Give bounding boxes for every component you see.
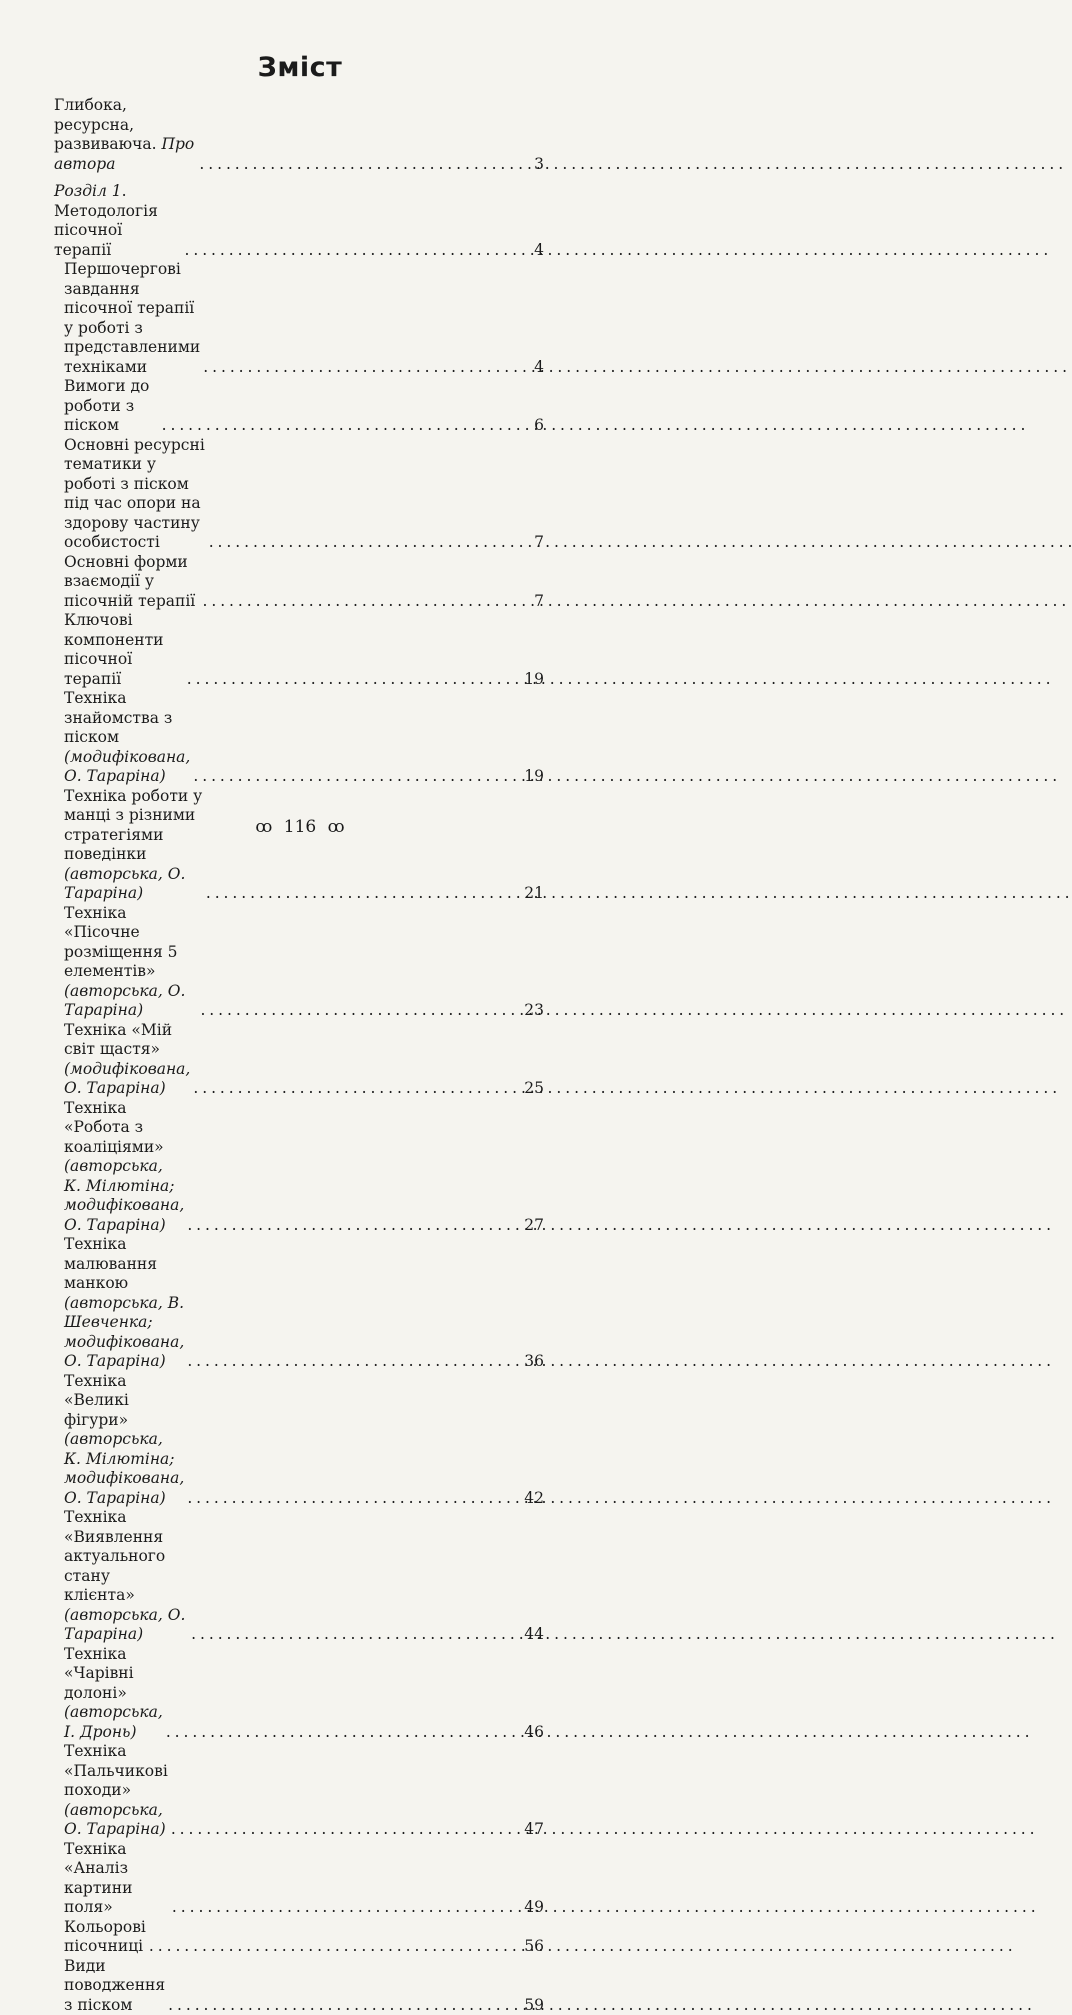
toc-entry-line — [64, 1333, 184, 1372]
dot-leader — [187, 670, 523, 690]
toc-entry[interactable] — [54, 904, 544, 1021]
toc-entry-title — [64, 787, 203, 904]
toc-text-segment: (авторська, І. Дронь) — [64, 1703, 163, 1741]
toc-entry[interactable] — [54, 689, 544, 787]
dot-leader — [187, 1489, 522, 1509]
toc-entry-line — [64, 1060, 190, 1099]
toc-entry[interactable] — [54, 1840, 544, 1918]
toc-page-number: 47 — [524, 1820, 544, 1840]
table-of-contents — [54, 96, 544, 2015]
toc-entry[interactable] — [54, 553, 544, 612]
toc-entry[interactable] — [54, 436, 544, 553]
toc-entry[interactable] — [54, 377, 544, 436]
toc-entry-line — [64, 1196, 184, 1235]
toc-entry-title — [64, 1645, 163, 1743]
dot-leader — [162, 416, 533, 436]
toc-text-segment: Про автора — [54, 135, 194, 173]
toc-entry-line — [64, 1508, 188, 1586]
toc-entry-line — [64, 748, 190, 787]
toc-entry-title — [64, 1508, 188, 1645]
toc-page-number: 59 — [524, 1996, 544, 2015]
toc-entry-line — [54, 182, 181, 260]
toc-page-number: 4 — [534, 241, 544, 261]
toc-entry[interactable] — [54, 96, 544, 174]
toc-text-segment: модифікована, О. Тараріна) — [64, 1333, 184, 1371]
toc-entry-line — [64, 1645, 163, 1704]
toc-entry[interactable] — [54, 260, 544, 377]
dot-leader — [209, 533, 532, 553]
toc-page-number: 25 — [524, 1079, 544, 1099]
toc-entry-line — [64, 260, 200, 319]
toc-entry-line — [54, 96, 196, 174]
toc-text-segment: Техніка «Робота з коаліціями» — [64, 1099, 164, 1156]
dot-leader — [187, 1216, 522, 1236]
toc-text-segment: Основні ресурсні тематики у роботі з піском — [64, 436, 205, 493]
toc-entry-line — [64, 1586, 188, 1645]
page-number: 116 — [284, 817, 316, 837]
dot-leader — [203, 358, 532, 378]
toc-text-segment: . Методологія пісочної терапії — [54, 182, 158, 259]
toc-text-segment: Техніка «Виявлення актуального стану — [64, 1508, 165, 1585]
toc-entry-title — [64, 1099, 184, 1236]
toc-entry-title — [64, 1957, 165, 2015]
toc-entry-title — [64, 1021, 190, 1099]
toc-entry-line — [64, 982, 197, 1021]
toc-text-segment: (авторська, О. Тараріна) — [64, 982, 185, 1020]
toc-text-segment: Техніка малювання манкою — [64, 1235, 157, 1292]
toc-text-segment: Вимоги до роботи з піском — [64, 377, 149, 434]
dot-leader — [184, 241, 532, 261]
toc-entry-title — [64, 1840, 169, 1918]
toc-entry-line — [64, 1235, 184, 1294]
toc-text-segment: Види поводження з піском — [64, 1957, 165, 2014]
toc-text-segment: Ключові компоненти пісочної терапії — [64, 611, 163, 688]
toc-page-number: 21 — [524, 884, 544, 904]
toc-entry[interactable] — [54, 1645, 544, 1743]
toc-text-segment: Техніка роботи у манці з різними стратегіями — [64, 787, 202, 844]
toc-entry-line — [64, 553, 200, 612]
toc-entry-title — [64, 904, 197, 1021]
toc-entry-line — [64, 377, 159, 436]
toc-entry[interactable] — [54, 1099, 544, 1236]
toc-entry-line — [64, 611, 184, 689]
toc-entry-line — [64, 1469, 184, 1508]
dot-leader — [191, 1625, 522, 1645]
toc-entry-title — [64, 377, 159, 436]
toc-entry[interactable] — [54, 611, 544, 689]
toc-page-number: 46 — [524, 1723, 544, 1743]
toc-entry[interactable] — [54, 1957, 544, 2015]
toc-entry-title — [64, 689, 190, 787]
toc-text-segment: Кольорові пісочниці — [64, 1918, 146, 1956]
toc-page-number: 44 — [524, 1625, 544, 1645]
toc-page-number: 7 — [534, 592, 544, 612]
dot-leader — [172, 1898, 522, 1918]
toc-text-segment: Глибока, ресурсна, развиваюча. — [54, 96, 161, 153]
toc-text-segment: Техніка знайомства з піском — [64, 689, 172, 746]
page-title: Зміст — [0, 52, 600, 83]
dot-leader — [149, 1937, 522, 1957]
toc-page-number: 19 — [524, 670, 544, 690]
toc-entry-line — [64, 1099, 184, 1158]
toc-entry-line — [64, 1801, 168, 1840]
toc-entry[interactable] — [54, 1021, 544, 1099]
toc-entry-line — [64, 1372, 184, 1431]
toc-entry-title — [64, 553, 200, 612]
toc-entry-title — [54, 96, 196, 174]
toc-text-segment: клієнта» — [64, 1586, 135, 1604]
toc-entry-line — [64, 1703, 163, 1742]
dot-leader — [187, 1352, 522, 1372]
toc-entry[interactable] — [54, 787, 544, 904]
toc-text-segment: Основні форми взаємодії у пісочній терапії — [64, 553, 195, 610]
toc-page-number: 3 — [534, 155, 544, 175]
toc-entry[interactable] — [54, 1742, 544, 1840]
toc-entry-title — [64, 1742, 168, 1840]
left-ornament-icon: ꝏ — [255, 817, 272, 837]
toc-page-number: 42 — [524, 1489, 544, 1509]
toc-entry-title — [64, 1918, 146, 1957]
toc-text-segment: модифікована, О. Тараріна) — [64, 1469, 184, 1507]
toc-page-number: 36 — [524, 1352, 544, 1372]
toc-page-number: 27 — [524, 1216, 544, 1236]
page-footer — [0, 817, 600, 837]
toc-entry-line — [64, 1021, 190, 1060]
toc-text-segment: Техніка «Великі фігури» — [64, 1372, 129, 1429]
toc-entry-line — [64, 1918, 146, 1957]
toc-page-number: 19 — [524, 767, 544, 787]
toc-entry[interactable] — [54, 1918, 544, 1957]
toc-entry-line — [64, 1157, 184, 1196]
toc-page-number: 7 — [534, 533, 544, 553]
toc-text-segment: Техніка «Пальчикові походи» — [64, 1742, 168, 1799]
toc-entry-line — [64, 436, 206, 495]
toc-entry-line — [64, 1430, 184, 1469]
dot-leader — [206, 884, 522, 904]
toc-entry-title — [54, 182, 181, 260]
right-ornament-icon: ꝏ — [328, 817, 345, 837]
toc-entry[interactable] — [54, 1372, 544, 1509]
toc-entry-title — [64, 260, 200, 377]
toc-text-segment: (авторська, О. Тараріна) — [64, 1801, 166, 1839]
dot-leader — [193, 767, 522, 787]
dot-leader — [171, 1820, 522, 1840]
toc-text-segment: поведінки — [64, 845, 146, 863]
toc-entry-line — [64, 1840, 169, 1918]
toc-text-segment: модифікована, О. Тараріна) — [64, 1196, 184, 1234]
toc-text-segment: (авторська, К. Мілютіна; — [64, 1430, 175, 1468]
dot-leader — [193, 1079, 522, 1099]
toc-entry-line — [64, 1957, 165, 2015]
dot-leader — [200, 1001, 522, 1021]
toc-page-number: 23 — [524, 1001, 544, 1021]
toc-text-segment: Техніка «Мій світ щастя» — [64, 1021, 172, 1059]
toc-entry-title — [64, 436, 206, 553]
toc-page-number: 4 — [534, 358, 544, 378]
dot-leader — [203, 592, 533, 612]
toc-text-segment: (авторська, О. Тараріна) — [64, 1606, 185, 1644]
toc-text-segment: у роботі з представленими техніками — [64, 319, 200, 376]
toc-text-segment: Техніка «Пісочне розміщення 5 елементів» — [64, 904, 178, 981]
toc-entry-line — [64, 689, 190, 748]
toc-text-segment: (авторська, К. Мілютіна; — [64, 1157, 175, 1195]
toc-text-segment: під час опори на здорову частину особистості — [64, 494, 201, 551]
toc-text-segment: Техніка «Аналіз картини поля» — [64, 1840, 132, 1917]
toc-page-number: 6 — [534, 416, 544, 436]
dot-leader — [166, 1723, 522, 1743]
toc-entry-line — [64, 1294, 184, 1333]
toc-text-segment: Розділ 1 — [54, 182, 122, 200]
toc-entry-line — [64, 319, 200, 378]
toc-entry-title — [64, 611, 184, 689]
toc-entry-title — [64, 1235, 184, 1372]
toc-entry[interactable] — [54, 1235, 544, 1372]
toc-entry-line — [64, 494, 206, 553]
toc-page-number: 56 — [524, 1937, 544, 1957]
toc-entry[interactable] — [54, 1508, 544, 1645]
toc-text-segment: Першочергові завдання пісочної терапії — [64, 260, 194, 317]
toc-entry-line — [64, 904, 197, 982]
toc-entry-line — [64, 845, 203, 904]
toc-text-segment: (авторська, О. Тараріна) — [64, 865, 185, 903]
toc-entry[interactable] — [54, 182, 544, 260]
dot-leader — [199, 155, 532, 175]
toc-entry-title — [64, 1372, 184, 1509]
toc-text-segment: (модифікована, О. Тараріна) — [64, 748, 190, 786]
toc-text-segment: (модифікована, О. Тараріна) — [64, 1060, 190, 1098]
toc-entry-line — [64, 1742, 168, 1801]
dot-leader — [168, 1996, 522, 2015]
toc-text-segment: Техніка «Чарівні долоні» — [64, 1645, 134, 1702]
toc-page-number: 49 — [524, 1898, 544, 1918]
toc-text-segment: (авторська, В. Шевченка; — [64, 1294, 184, 1332]
